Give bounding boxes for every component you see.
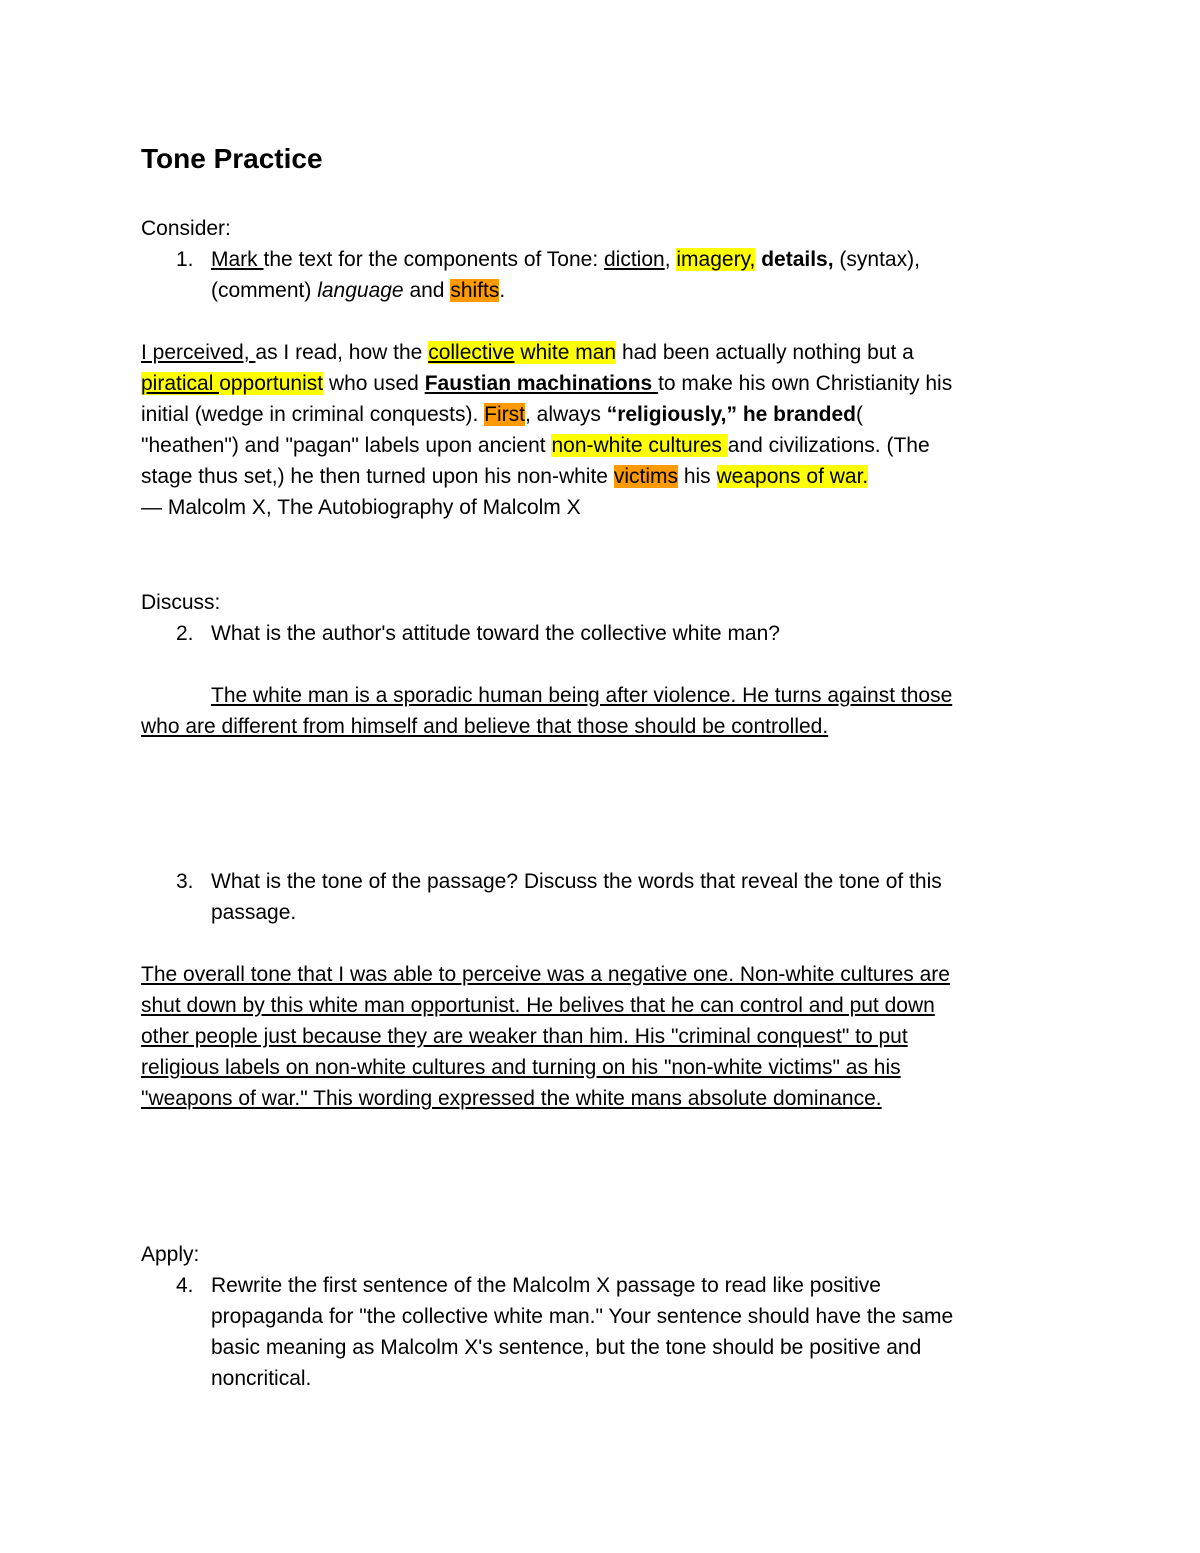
question-4-line-4: noncritical. <box>211 1367 312 1390</box>
consider-heading: Consider: <box>141 217 231 240</box>
collective-highlight: collective <box>428 341 515 364</box>
syntax-text: (syntax), <box>833 248 920 271</box>
passage-text: his <box>677 465 717 488</box>
question-3-line-2: passage. <box>211 901 297 924</box>
passage-text: as I read, how the <box>255 341 429 364</box>
piratical-highlight: piratical <box>141 372 220 395</box>
passage-attribution: — Malcolm X, The Autobiography of Malcolm X <box>141 496 581 519</box>
first-highlight: First <box>484 403 525 426</box>
passage-line-5 <box>141 461 868 492</box>
passage-line-2 <box>141 368 952 399</box>
item-1-text: the text for the components of Tone: <box>263 248 604 271</box>
mark-text: Mark <box>211 248 264 271</box>
passage-text: who used <box>323 372 425 395</box>
language-text: language <box>317 279 404 302</box>
question-3-number: 3. <box>176 870 194 893</box>
apply-heading: Apply: <box>141 1243 200 1266</box>
perceived-text: I perceived, <box>141 341 256 364</box>
and-text: and <box>403 279 451 302</box>
non-white-cultures-highlight: non-white cultures <box>551 434 728 457</box>
details-text: details, <box>761 248 834 271</box>
passage-line-3 <box>141 399 863 430</box>
answer-3-line-1: The overall tone that I was able to perceive was a negative one. Non-white cultures are <box>141 963 950 986</box>
white-man-highlight: white man <box>514 341 617 364</box>
question-2-text: What is the author's attitude toward the collective white man? <box>211 622 780 645</box>
victims-highlight: victims <box>613 465 678 488</box>
question-3-line-1: What is the tone of the passage? Discuss the words that reveal the tone of this <box>211 870 942 893</box>
diction-text: diction <box>604 248 665 271</box>
passage-text: "heathen") and "pagan" labels upon ancient <box>141 434 552 457</box>
passage-text: and civilizations. (The <box>727 434 930 457</box>
passage-text: , always <box>524 403 607 426</box>
passage-line-4 <box>141 430 930 461</box>
period-text: . <box>499 279 506 302</box>
discuss-heading: Discuss: <box>141 591 221 614</box>
question-4-line-2: propaganda for "the collective white man." Your sentence should have the same <box>211 1305 954 1328</box>
passage-text: had been actually nothing but a <box>616 341 914 364</box>
answer-3-line-4: religious labels on non-white cultures and turning on his "non-white victims" as his <box>141 1056 901 1079</box>
passage-line-1 <box>141 337 914 368</box>
passage-text: ( <box>856 403 864 426</box>
answer-2-line-2: who are different from himself and believe that those should be controlled. <box>141 715 829 738</box>
comment-text: (comment) <box>211 279 318 302</box>
answer-2-line-1: The white man is a sporadic human being after violence. He turns against those <box>211 684 953 707</box>
question-4-number: 4. <box>176 1274 194 1297</box>
item-1-line-2 <box>211 275 505 306</box>
page-title: Tone Practice <box>141 143 323 174</box>
opportunist-highlight: opportunist <box>219 372 324 395</box>
separator-text: , <box>664 248 677 271</box>
question-4-line-3: basic meaning as Malcolm X's sentence, but the tone should be positive and <box>211 1336 922 1359</box>
answer-3-line-3: other people just because they are weaker than him. His "criminal conquest" to put <box>141 1025 908 1048</box>
item-1-number: 1. <box>176 248 194 271</box>
question-4-line-1: Rewrite the first sentence of the Malcolm X passage to read like positive <box>211 1274 881 1297</box>
faustian-text: Faustian machinations <box>424 372 659 395</box>
weapons-of-war-highlight: weapons of war. <box>716 465 869 488</box>
imagery-highlight: imagery, <box>676 248 756 271</box>
passage-text: stage thus set,) he then turned upon his non-white <box>141 465 614 488</box>
item-1-line-1 <box>211 244 920 275</box>
passage-text: initial (wedge in criminal conquests). <box>141 403 485 426</box>
shifts-highlight: shifts <box>450 279 500 302</box>
religiously-text: “religiously,” he branded <box>606 403 857 426</box>
passage-text: to make his own Christianity his <box>658 372 953 395</box>
answer-3-line-2: shut down by this white man opportunist. He belives that he can control and put down <box>141 994 935 1017</box>
answer-3-line-5: "weapons of war." This wording expressed the white mans absolute dominance. <box>141 1087 882 1110</box>
question-2-number: 2. <box>176 622 194 645</box>
